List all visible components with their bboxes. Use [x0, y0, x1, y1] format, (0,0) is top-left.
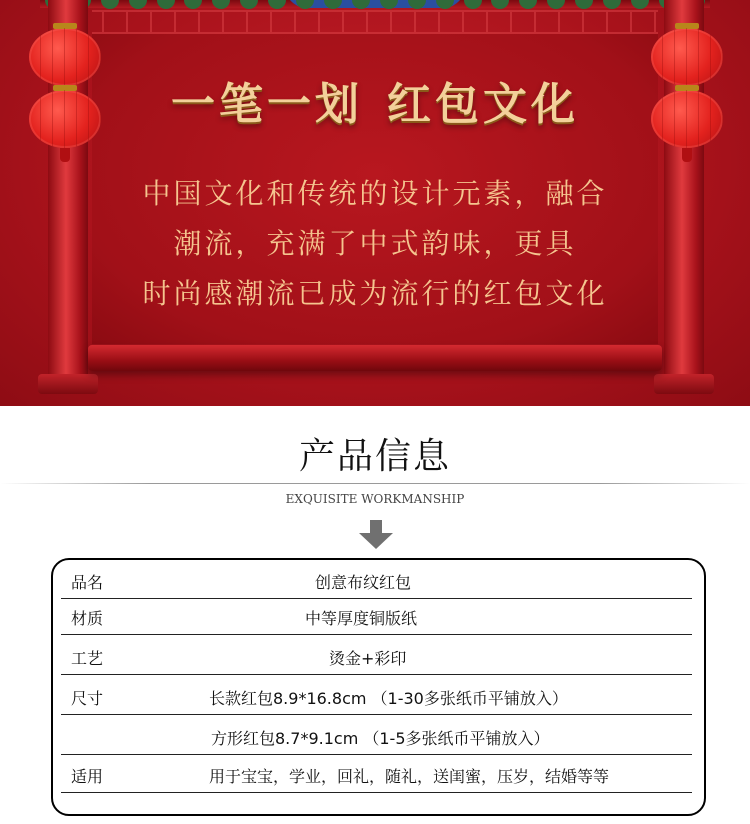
banner-line-2: 潮流，充满了中式韵味，更具 — [173, 227, 577, 260]
tassel-icon — [60, 148, 70, 162]
tassel-icon — [682, 148, 692, 162]
section-subtitle: EXQUISITE WORKMANSHIP — [285, 492, 465, 506]
row-label: 品名 — [71, 573, 104, 592]
banner-title-right: 红包文化 — [387, 79, 579, 130]
banner-line-1: 中国文化和传统的设计元素，融合 — [142, 177, 608, 210]
row-value: 用于宝宝，学业，回礼，随礼，送闺蜜，压岁，结婚等等 — [209, 767, 610, 786]
banner — [0, 0, 750, 406]
table-row — [61, 602, 692, 635]
table-row — [61, 566, 692, 599]
banner-title — [0, 68, 750, 132]
row-value: 创意布纹红包 — [315, 573, 412, 592]
left-pillar-base — [38, 374, 98, 394]
roof-tiles — [40, 0, 710, 10]
table-row — [61, 642, 692, 675]
arrow-down-icon — [359, 520, 393, 550]
table-row — [61, 682, 692, 715]
row-label: 工艺 — [71, 649, 104, 668]
row-label: 尺寸 — [71, 689, 104, 708]
section-divider — [0, 483, 750, 484]
row-value: 方形红包8.7*9.1cm （1-5多张纸币平铺放入） — [211, 729, 550, 748]
section-title: 产品信息 — [298, 436, 451, 477]
row-label: 适用 — [71, 767, 104, 786]
spec-table — [51, 558, 706, 816]
table-row — [61, 722, 692, 755]
row-value: 中等厚度铜版纸 — [305, 609, 418, 628]
right-pillar-base — [654, 374, 714, 394]
row-label: 材质 — [71, 609, 104, 628]
row-value: 长款红包8.9*16.8cm （1-30多张纸币平铺放入） — [209, 689, 568, 708]
row-value: 烫金+彩印 — [329, 649, 407, 668]
lattice-border — [92, 10, 658, 34]
banner-line-3: 时尚感潮流已成为流行的红包文化 — [142, 277, 608, 310]
scroll-bar — [88, 345, 662, 371]
banner-title-left: 一笔一划 — [171, 79, 363, 130]
table-row — [61, 760, 692, 793]
